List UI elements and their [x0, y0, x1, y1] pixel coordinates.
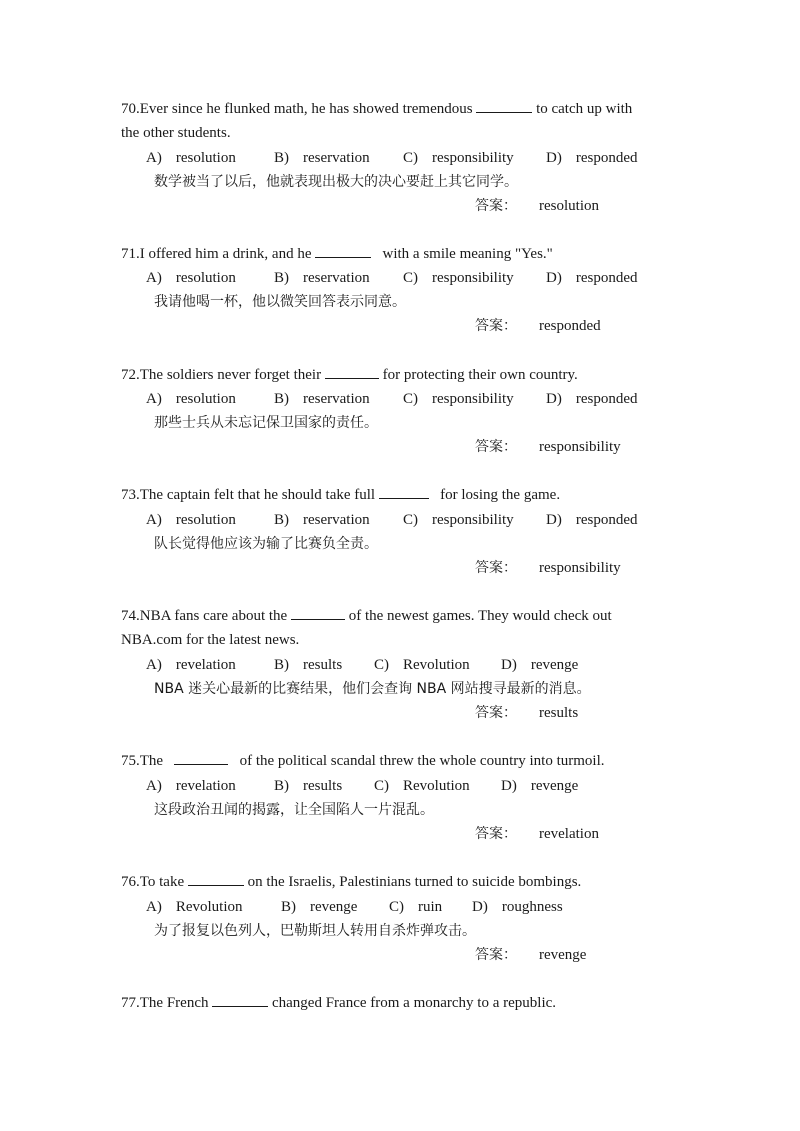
option-text: resolution	[175, 391, 236, 407]
answer-label: 答案：	[475, 705, 517, 721]
answer-label: 答案：	[475, 318, 517, 334]
chinese-translation: 队长觉得他应该为输了比赛负全责。	[154, 536, 378, 552]
option-text: responsibility	[432, 391, 514, 407]
stem-text-before-blank: 77.The French	[121, 995, 209, 1011]
option-letter: B)	[274, 270, 289, 286]
question-stem-line2: NBA.com for the latest news.	[121, 632, 300, 648]
option-letter: D)	[546, 391, 562, 407]
option-c	[403, 387, 514, 411]
answer-label: 答案：	[475, 198, 517, 214]
answer-value: responded	[539, 318, 601, 334]
question-stem	[121, 991, 681, 1015]
stem-text-after-blank: with a smile meaning "Yes."	[382, 246, 553, 262]
question-stem-line2: the other students.	[121, 125, 231, 141]
stem-text-before-blank: 71.I offered him a drink, and he	[121, 246, 312, 262]
option-c	[389, 895, 442, 919]
option-letter: C)	[389, 899, 404, 915]
option-b	[274, 387, 370, 411]
option-a	[146, 266, 236, 290]
stem-text-after-blank: on the Israelis, Palestinians turned to suicide bombings.	[247, 874, 582, 890]
answer-label: 答案：	[475, 826, 517, 842]
option-text: reservation	[303, 150, 370, 166]
question-stem	[121, 870, 681, 894]
stem-text-before-blank: 74.NBA fans care about the	[121, 608, 288, 624]
stem-text-after-blank: for protecting their own country.	[382, 367, 578, 383]
chinese-translation: 为了报复以色列人，巴勒斯坦人转用自杀炸弹攻击。	[154, 923, 476, 939]
option-text: revelation	[175, 657, 236, 673]
option-d	[546, 508, 637, 532]
option-d	[546, 387, 637, 411]
option-a	[146, 508, 236, 532]
option-c	[374, 774, 470, 798]
option-letter: D)	[546, 512, 562, 528]
answer-value: responsibility	[539, 560, 621, 576]
option-letter: A)	[146, 512, 162, 528]
option-c	[374, 653, 470, 677]
option-text: revenge	[310, 899, 358, 915]
stem-text-after-blank: to catch up with	[536, 101, 633, 117]
option-text: responsibility	[432, 512, 514, 528]
question-stem	[121, 363, 681, 387]
stem-text-after-blank: changed France from a monarchy to a republic.	[271, 995, 557, 1011]
answer-label: 答案：	[475, 439, 517, 455]
answer-value: responsibility	[539, 439, 621, 455]
option-d	[472, 895, 563, 919]
option-letter: B)	[274, 657, 289, 673]
option-letter: D)	[501, 778, 517, 794]
option-a	[146, 895, 243, 919]
answer-line	[475, 435, 621, 459]
option-d	[546, 146, 637, 170]
answer-blank	[325, 364, 379, 379]
answer-line	[475, 314, 601, 338]
option-text: ruin	[418, 899, 443, 915]
option-letter: A)	[146, 150, 162, 166]
option-text: responsibility	[432, 270, 514, 286]
option-b	[274, 653, 342, 677]
option-text: revenge	[530, 657, 579, 673]
answer-blank	[379, 484, 429, 499]
option-text: responded	[575, 391, 638, 407]
option-b	[274, 774, 342, 798]
answer-line	[475, 943, 586, 967]
option-c	[403, 508, 514, 532]
option-b	[274, 266, 370, 290]
option-letter: C)	[374, 778, 389, 794]
option-text: reservation	[303, 391, 370, 407]
chinese-translation: 这段政治丑闻的揭露，让全国陷人一片混乱。	[154, 802, 434, 818]
stem-text-after-blank: of the newest games. They would check out	[348, 608, 612, 624]
stem-text-before-blank: 75.The	[121, 753, 164, 769]
option-c	[403, 146, 514, 170]
option-a	[146, 146, 236, 170]
option-b	[281, 895, 357, 919]
option-a	[146, 387, 236, 411]
option-text: resolution	[175, 512, 236, 528]
answer-label: 答案：	[475, 560, 517, 576]
option-letter: C)	[374, 657, 389, 673]
option-letter: D)	[472, 899, 488, 915]
option-text: revenge	[530, 778, 579, 794]
option-letter: A)	[146, 391, 162, 407]
option-letter: D)	[546, 270, 562, 286]
option-b	[274, 146, 370, 170]
option-d	[546, 266, 637, 290]
answer-blank	[291, 605, 345, 620]
answer-value: results	[539, 705, 579, 721]
option-letter: A)	[146, 778, 162, 794]
answer-blank	[188, 871, 244, 886]
option-text: revelation	[175, 778, 236, 794]
chinese-translation: NBA 迷关心最新的比赛结果，他们会查询 NBA 网站搜寻最新的消息。	[154, 681, 591, 697]
option-letter: C)	[403, 270, 418, 286]
option-letter: D)	[546, 150, 562, 166]
stem-text-before-blank: 72.The soldiers never forget their	[121, 367, 322, 383]
option-text: responded	[575, 512, 638, 528]
answer-label: 答案：	[475, 947, 517, 963]
chinese-translation: 数学被当了以后，他就表现出极大的决心要赶上其它同学。	[154, 174, 518, 190]
option-d	[501, 653, 578, 677]
stem-text-after-blank: for losing the game.	[440, 487, 561, 503]
option-d	[501, 774, 578, 798]
answer-line	[475, 822, 599, 846]
option-letter: B)	[274, 150, 289, 166]
stem-text-before-blank: 73.The captain felt that he should take full	[121, 487, 376, 503]
option-letter: D)	[501, 657, 517, 673]
option-letter: A)	[146, 899, 162, 915]
chinese-translation: 那些士兵从未忘记保卫国家的责任。	[154, 415, 378, 431]
answer-blank	[315, 243, 371, 258]
option-letter: A)	[146, 657, 162, 673]
option-c	[403, 266, 514, 290]
option-text: resolution	[175, 150, 236, 166]
answer-line	[475, 556, 621, 580]
option-b	[274, 508, 370, 532]
question-stem	[121, 604, 681, 628]
option-text: responded	[575, 270, 638, 286]
answer-blank	[174, 750, 228, 765]
question-stem	[121, 483, 681, 507]
option-text: responsibility	[432, 150, 514, 166]
option-text: roughness	[501, 899, 563, 915]
option-text: reservation	[303, 512, 370, 528]
question-stem	[121, 97, 681, 121]
option-text: results	[303, 657, 343, 673]
answer-blank	[476, 98, 532, 113]
option-letter: B)	[274, 391, 289, 407]
option-text: resolution	[175, 270, 236, 286]
option-text: Revolution	[403, 657, 470, 673]
option-letter: C)	[403, 512, 418, 528]
question-stem	[121, 242, 681, 266]
option-letter: C)	[403, 150, 418, 166]
option-letter: B)	[274, 512, 289, 528]
option-text: Revolution	[175, 899, 243, 915]
stem-text-before-blank: 70.Ever since he flunked math, he has showed tremendous	[121, 101, 473, 117]
question-stem	[121, 749, 681, 773]
option-letter: A)	[146, 270, 162, 286]
option-letter: B)	[274, 778, 289, 794]
option-letter: C)	[403, 391, 418, 407]
answer-value: revenge	[539, 947, 587, 963]
option-letter: B)	[281, 899, 296, 915]
chinese-translation: 我请他喝一杯，他以微笑回答表示同意。	[154, 294, 406, 310]
stem-text-after-blank: of the political scandal threw the whole country into turmoil.	[239, 753, 605, 769]
option-text: responded	[575, 150, 638, 166]
answer-value: resolution	[539, 198, 599, 214]
option-text: Revolution	[403, 778, 470, 794]
option-text: results	[303, 778, 343, 794]
answer-line	[475, 701, 578, 725]
option-a	[146, 774, 236, 798]
answer-blank	[212, 992, 268, 1007]
answer-value: revelation	[539, 826, 599, 842]
option-text: reservation	[303, 270, 370, 286]
option-a	[146, 653, 236, 677]
answer-line	[475, 194, 599, 218]
stem-text-before-blank: 76.To take	[121, 874, 185, 890]
